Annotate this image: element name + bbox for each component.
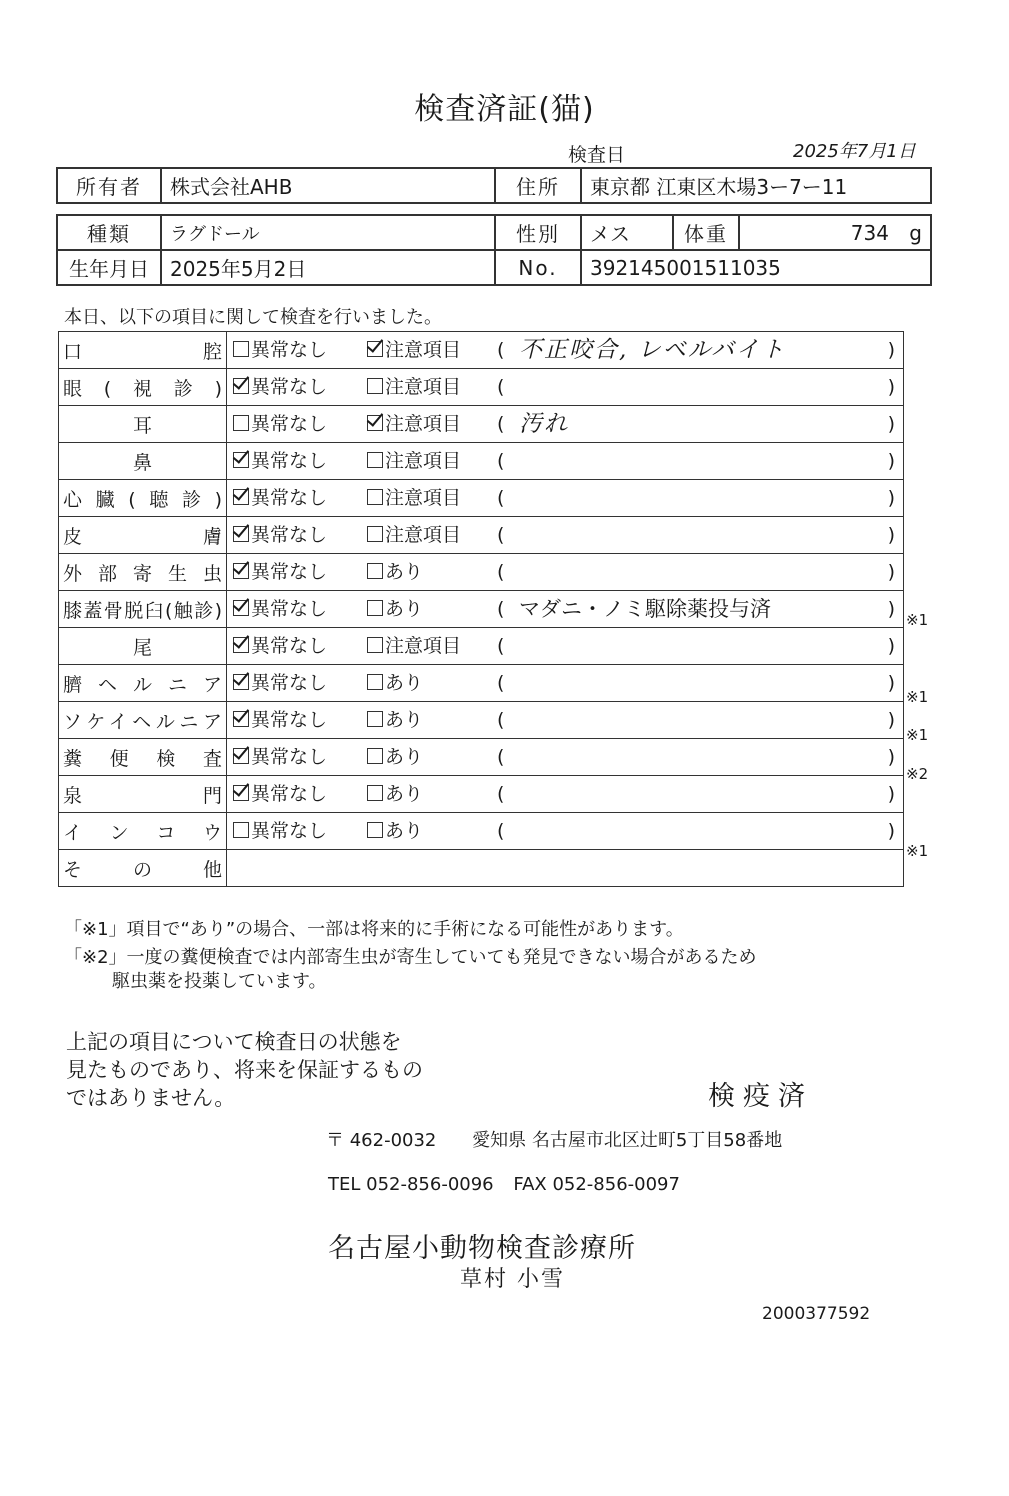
other-option[interactable] [367,517,461,553]
exam-item-label: 心臓(聴診) [63,488,222,511]
normal-option-label: 異常なし [251,672,328,694]
footnote-mark: ※1 [906,726,929,744]
exam-result-cell [227,628,904,665]
exam-item-label: 眼(視診) [63,377,222,400]
checked-box-icon[interactable] [233,637,249,653]
breed-value: ラグドール [161,215,495,250]
normal-option[interactable] [233,554,327,590]
normal-option-label: 異常なし [251,561,328,583]
quarantine-stamp: 検疫済 [708,1081,813,1112]
checkbox-icon[interactable] [367,785,383,801]
exam-result-cell [227,517,904,554]
clinic-tel: TEL 052-856-0096 [328,1174,494,1195]
other-option-label: 注意項目 [385,413,462,435]
note-open-paren: ( [497,413,505,435]
checked-box-icon[interactable] [233,600,249,616]
sex-label: 性別 [495,215,581,250]
other-option[interactable] [367,554,423,590]
exam-row [59,813,904,850]
normal-option-label: 異常なし [251,820,328,842]
exam-row [59,332,904,369]
checked-box-icon[interactable] [233,378,249,394]
no-value: 392145001511035 [581,250,931,285]
exam-item-label: 尾 [132,636,152,659]
disclaimer [66,1028,423,1112]
exam-row [59,591,904,628]
exam-item-label: 皮膚 [63,525,222,548]
other-option[interactable] [367,369,461,405]
other-option-label: 注意項目 [385,450,462,472]
clinic-phone-line [328,1174,680,1195]
note-close-paren: ) [887,709,895,731]
checkbox-icon[interactable] [367,637,383,653]
other-option-label: 注意項目 [385,339,462,361]
normal-option-label: 異常なし [251,598,328,620]
exam-result-cell [227,406,904,443]
note-open-paren: ( [497,450,505,472]
exam-row-other [59,850,904,887]
no-label: No. [495,250,581,285]
note-close-paren: ) [887,561,895,583]
note-close-paren: ) [887,450,895,472]
note-close-paren: ) [887,339,895,361]
exam-item-name [59,332,227,369]
disclaimer-line-2: 見たものであり、将来を保証するもの [66,1058,423,1082]
other-option[interactable] [367,591,423,627]
exam-date-label: 検査日 [568,144,626,166]
footnote-mark: ※2 [906,764,929,783]
clinic-address: 愛知県 名古屋市北区辻町5丁目58番地 [472,1130,783,1151]
note-open-paren: ( [497,635,505,657]
other-option[interactable] [367,702,423,738]
normal-option[interactable] [233,665,327,701]
document-number: 2000377592 [762,1304,871,1324]
normal-option[interactable] [233,776,327,812]
birth-label: 生年月日 [57,250,161,285]
checkbox-icon[interactable] [367,563,383,579]
normal-option-label: 異常なし [251,635,328,657]
normal-option[interactable] [233,628,327,664]
other-option-label: あり [385,820,424,842]
normal-option[interactable] [233,443,327,479]
checked-box-icon[interactable] [233,711,249,727]
other-item-label: その他 [63,858,222,881]
exam-table [58,331,904,887]
footnote-mark: ※1 [906,687,929,706]
exam-item-label: 外部寄生虫 [63,562,222,585]
exam-item-name [59,739,227,776]
other-option-label: 注意項目 [385,487,462,509]
clinic-fax: FAX 052-856-0097 [513,1174,680,1195]
exam-row [59,554,904,591]
other-option[interactable] [367,443,461,479]
exam-note: マダニ・ノミ駆除薬投与済 [519,597,771,621]
address-value: 東京都 江東区木場3ー7ー11 [581,168,931,203]
other-option[interactable] [367,332,461,368]
exam-item-label: 膝蓋骨脱臼(触診) [63,599,222,622]
checkbox-icon[interactable] [367,600,383,616]
exam-item-name [59,369,227,406]
checkbox-icon[interactable] [233,822,249,838]
normal-option-label: 異常なし [251,746,328,768]
animal-table [56,214,932,286]
exam-item-label: 臍ヘルニア [63,673,222,696]
footnote-mark: ※1 [906,841,929,860]
exam-item-label: 口腔 [63,340,222,363]
other-option-label: あり [385,598,424,620]
other-option-label: あり [385,783,424,805]
exam-note: 汚れ [519,411,569,437]
exam-item-name [59,591,227,628]
checkbox-icon[interactable] [367,378,383,394]
other-option-label: あり [385,746,424,768]
disclaimer-line-3: ではありません。 [66,1086,236,1110]
other-option[interactable] [367,776,423,812]
address-label: 住所 [495,168,581,203]
note-close-paren: ) [887,487,895,509]
other-option[interactable] [367,406,461,442]
normal-option[interactable] [233,480,327,516]
note-open-paren: ( [497,820,505,842]
clinic-name: 名古屋小動物検査診療所 [328,1233,636,1264]
exam-row [59,739,904,776]
owner-table [56,167,932,204]
note-open-paren: ( [497,376,505,398]
checkbox-icon[interactable] [367,748,383,764]
note-open-paren: ( [497,487,505,509]
exam-result-cell [227,702,904,739]
birth-value: 2025年5月2日 [161,250,495,285]
checked-box-icon[interactable] [233,748,249,764]
note-close-paren: ) [887,413,895,435]
note-close-paren: ) [887,635,895,657]
exam-item-label: 泉門 [63,784,222,807]
checkbox-icon[interactable] [233,415,249,431]
normal-option-label: 異常なし [251,376,328,398]
checked-box-icon[interactable] [233,452,249,468]
vet-name: 草村 小雪 [460,1267,565,1292]
note-close-paren: ) [887,672,895,694]
other-option[interactable] [367,665,423,701]
normal-option-label: 異常なし [251,413,328,435]
weight-value: 734 [850,220,889,245]
other-option[interactable] [367,813,423,849]
exam-row [59,443,904,480]
checked-box-icon[interactable] [233,526,249,542]
owner-label: 所有者 [57,168,161,203]
exam-result-cell [227,332,904,369]
exam-result-cell [227,776,904,813]
note-close-paren: ) [887,820,895,842]
normal-option-label: 異常なし [251,524,328,546]
note-open-paren: ( [497,672,505,694]
exam-row [59,776,904,813]
other-option[interactable] [367,739,423,775]
exam-row [59,480,904,517]
note-close-paren: ) [887,598,895,620]
exam-row [59,406,904,443]
footnote-2: 「※2」一度の糞便検査では内部寄生虫が寄生していても発見できない場合があるため [64,947,757,968]
normal-option-label: 異常なし [251,339,328,361]
exam-item-name [59,665,227,702]
exam-result-cell [227,591,904,628]
checked-box-icon[interactable] [367,341,383,357]
exam-row [59,665,904,702]
normal-option-label: 異常なし [251,709,328,731]
note-open-paren: ( [497,598,505,620]
checkbox-icon[interactable] [367,526,383,542]
exam-item-label: 糞便検査 [63,747,222,770]
other-option-label: あり [385,709,424,731]
exam-result-cell [227,443,904,480]
checkbox-icon[interactable] [233,341,249,357]
weight-label: 体重 [673,215,739,250]
note-open-paren: ( [497,524,505,546]
normal-option-label: 異常なし [251,783,328,805]
other-option[interactable] [367,628,461,664]
exam-item-name [59,628,227,665]
normal-option[interactable] [233,406,327,442]
footnote-1: 「※1」項目で“あり”の場合、一部は将来的に手術になる可能性があります。 [64,919,684,940]
disclaimer-line-1: 上記の項目について検査日の状態を [66,1030,402,1054]
exam-row [59,702,904,739]
other-option-label: あり [385,672,424,694]
exam-item-label: インコウ [63,821,222,844]
normal-option[interactable] [233,332,327,368]
weight-cell [739,215,931,250]
checkbox-icon[interactable] [367,674,383,690]
clinic-postal: 〒 462-0032 [326,1130,437,1151]
exam-item-name [59,443,227,480]
other-option-label: 注意項目 [385,524,462,546]
footnote-2-cont: 駆虫薬を投薬しています。 [112,971,327,992]
clinic-address-line [326,1126,782,1152]
owner-value: 株式会社AHB [161,168,495,203]
exam-note: 不正咬合, レベルバイト [519,337,787,363]
normal-option[interactable] [233,517,327,553]
note-close-paren: ) [887,783,895,805]
exam-item-name [59,480,227,517]
checked-box-icon[interactable] [233,674,249,690]
checked-box-icon[interactable] [233,785,249,801]
breed-label: 種類 [57,215,161,250]
note-open-paren: ( [497,339,505,361]
exam-item-name [59,406,227,443]
normal-option[interactable] [233,813,327,849]
note-close-paren: ) [887,376,895,398]
note-open-paren: ( [497,561,505,583]
note-open-paren: ( [497,783,505,805]
exam-result-cell [227,369,904,406]
note-open-paren: ( [497,746,505,768]
checked-box-icon[interactable] [367,415,383,431]
exam-result-cell [227,813,904,850]
exam-result-cell [227,739,904,776]
normal-option[interactable] [233,591,327,627]
exam-item-label: 鼻 [132,451,152,474]
normal-option[interactable] [233,739,327,775]
note-open-paren: ( [497,709,505,731]
intro-text: 本日、以下の項目に関して検査を行いました。 [64,307,442,328]
exam-item-name [59,776,227,813]
other-option-label: あり [385,561,424,583]
exam-result-cell [227,665,904,702]
checked-box-icon[interactable] [233,563,249,579]
normal-option[interactable] [233,702,327,738]
other-item-name [59,850,227,887]
exam-item-name [59,554,227,591]
other-notes-cell[interactable] [227,850,904,887]
other-option[interactable] [367,480,461,516]
normal-option-label: 異常なし [251,487,328,509]
other-option-label: 注意項目 [385,376,462,398]
note-close-paren: ) [887,524,895,546]
exam-date: 2025年7月1日 [793,141,916,162]
exam-item-name [59,813,227,850]
exam-result-cell [227,480,904,517]
checkbox-icon[interactable] [367,711,383,727]
exam-item-name [59,517,227,554]
exam-row [59,628,904,665]
exam-item-label: 耳 [132,414,152,437]
document-title: 検査済証(猫) [414,92,595,127]
exam-item-label: ソケイヘルニア [63,710,222,733]
other-option-label: 注意項目 [385,635,462,657]
checked-box-icon[interactable] [233,489,249,505]
normal-option-label: 異常なし [251,450,328,472]
exam-item-name [59,702,227,739]
checkbox-icon[interactable] [367,452,383,468]
checkbox-icon[interactable] [367,822,383,838]
weight-unit: g [909,220,922,245]
footnote-mark: ※1 [906,610,929,629]
normal-option[interactable] [233,369,327,405]
exam-row [59,369,904,406]
checkbox-icon[interactable] [367,489,383,505]
note-close-paren: ) [887,746,895,768]
sex-value: メス [581,215,673,250]
exam-result-cell [227,554,904,591]
exam-row [59,517,904,554]
